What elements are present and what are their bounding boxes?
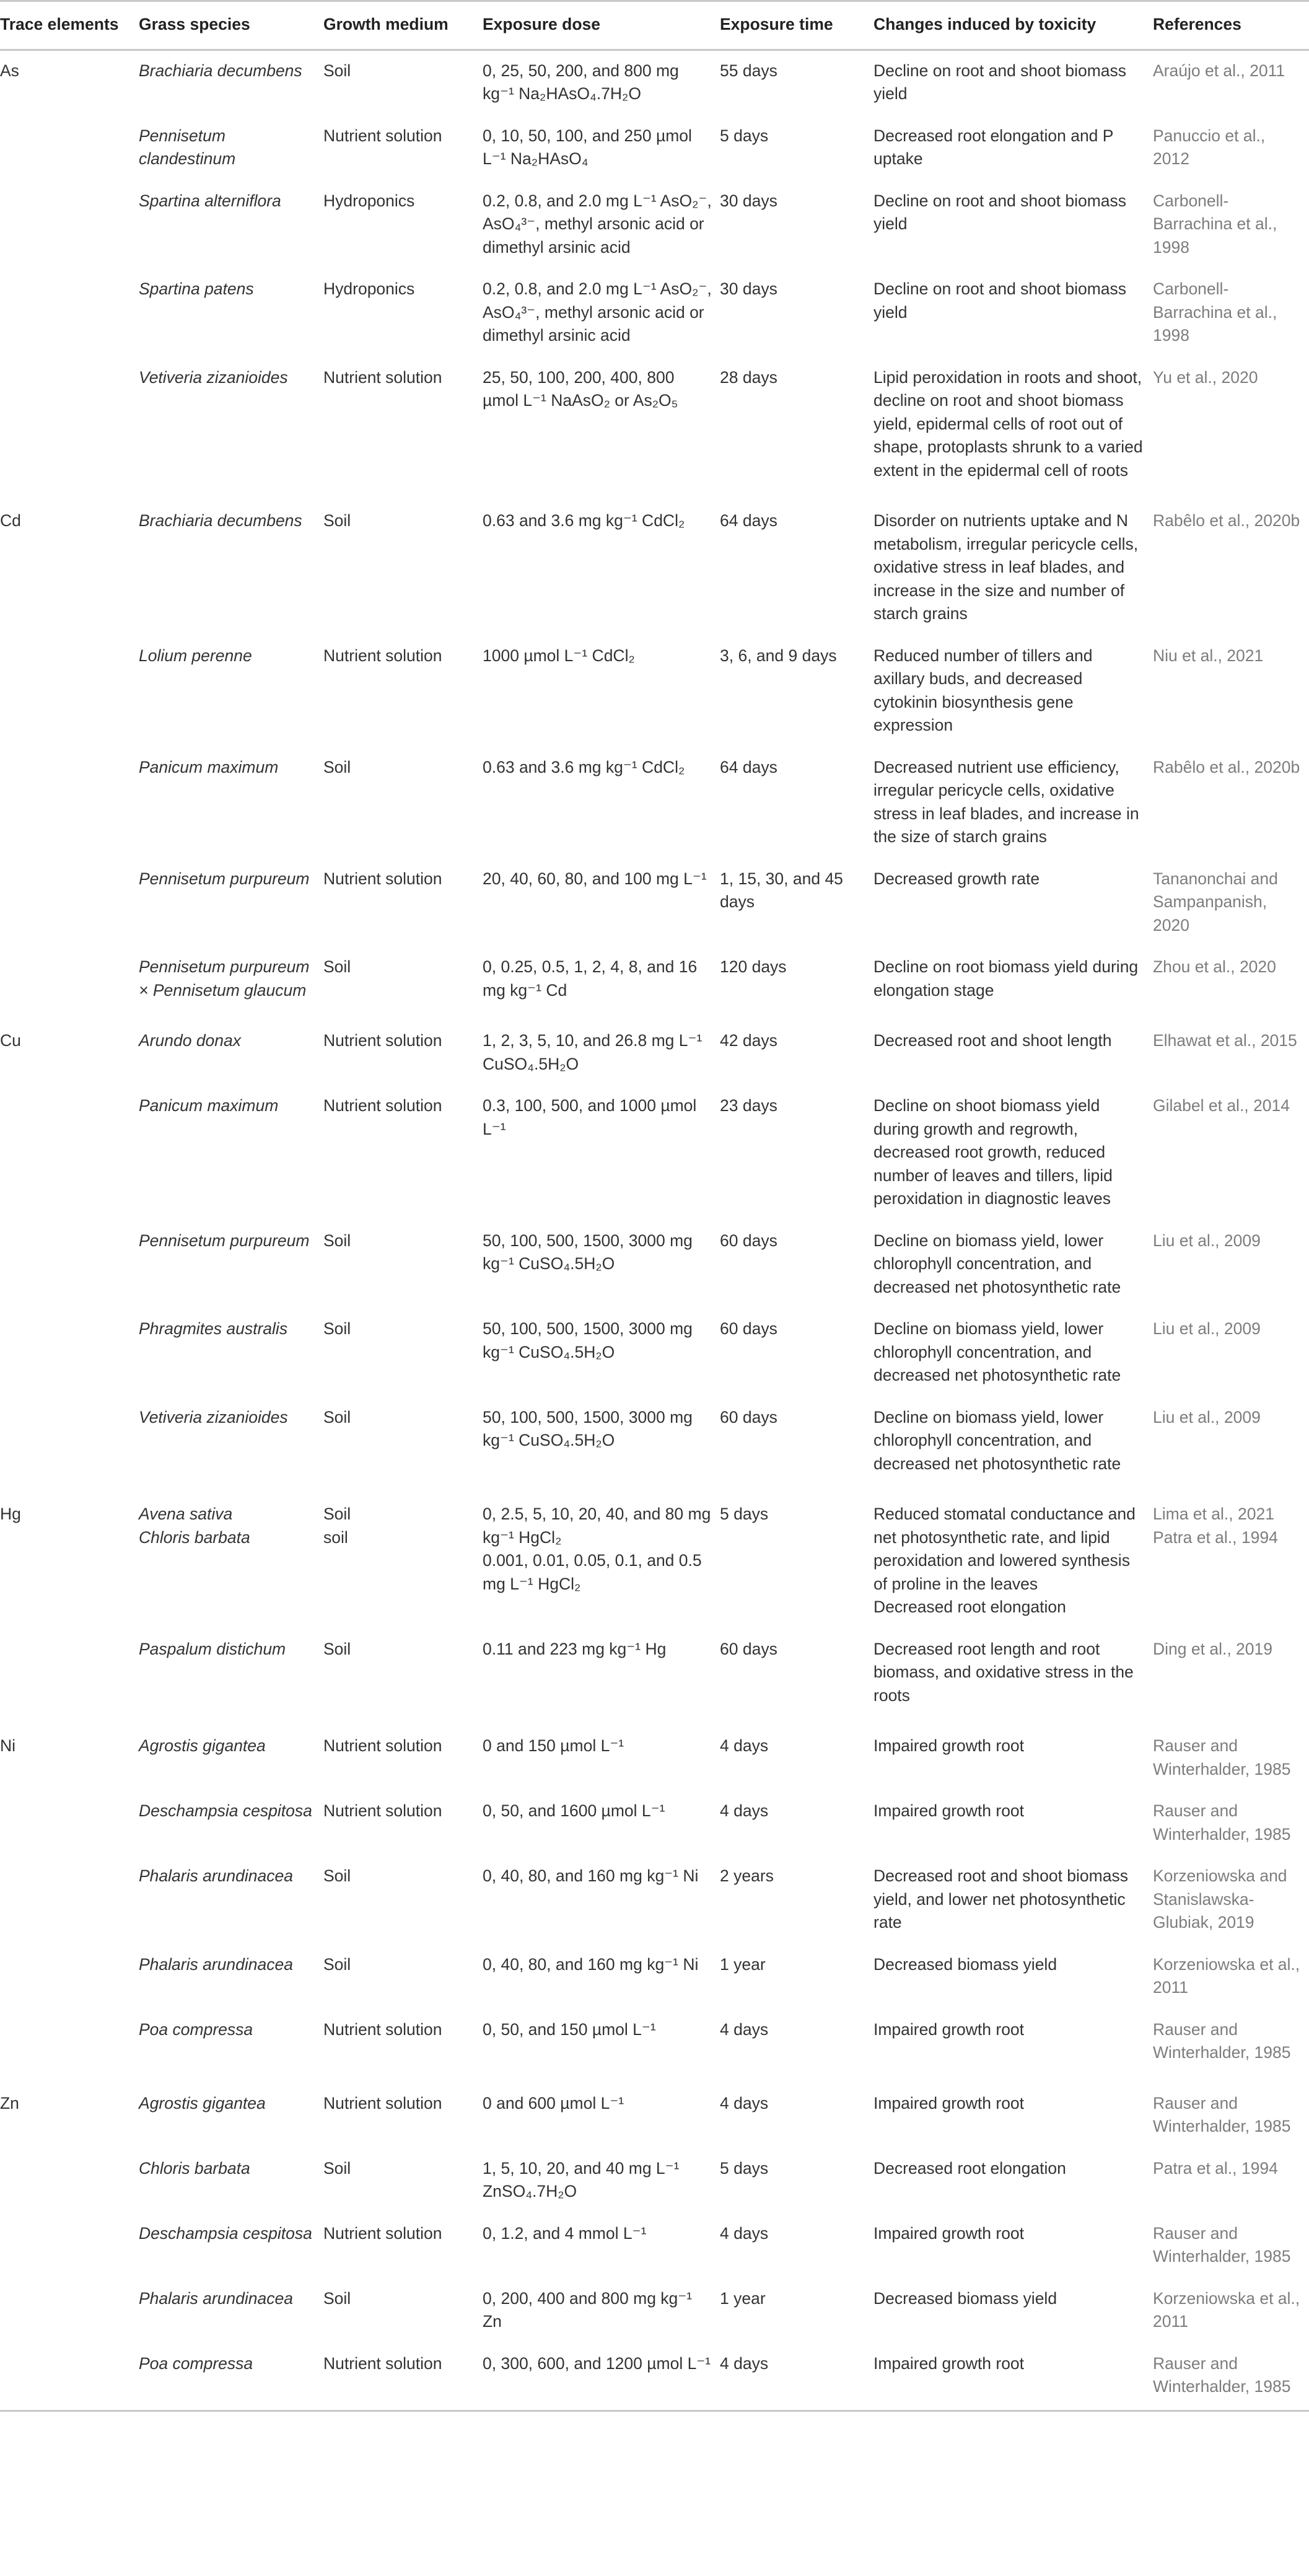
species-cell: Pennisetum purpureum	[139, 1231, 310, 1250]
header-grass-species: Grass species	[139, 1, 323, 50]
species-cell: Panicum maximum	[139, 757, 279, 776]
time-cell: 30 days	[720, 191, 777, 210]
dose-cell: 0.2, 0.8, and 2.0 mg L⁻¹ AsO₂⁻, AsO₄³⁻, methyl arsonic acid or dimethyl arsinic acid	[483, 191, 712, 257]
trace-element-cell	[0, 1229, 139, 1318]
medium-cell: Hydroponics	[323, 191, 415, 210]
medium-cell: Nutrient solution	[323, 1096, 442, 1115]
time-cell: 3, 6, and 9 days	[720, 646, 837, 665]
time-cell: 42 days	[720, 1031, 777, 1050]
reference-cell: Liu et al., 2009	[1153, 1319, 1261, 1338]
trace-element-cell	[0, 868, 139, 956]
trace-element-cell	[0, 2018, 139, 2083]
reference-cell: Zhou et al., 2020	[1153, 957, 1276, 976]
changes-cell: Impaired growth root	[873, 2093, 1025, 2112]
time-cell: 4 days	[720, 2020, 769, 2039]
dose-cell: 0 and 150 µmol L⁻¹	[483, 1736, 624, 1755]
reference-cell: Rabêlo et al., 2020b	[1153, 757, 1300, 776]
time-cell: 55 days	[720, 61, 777, 80]
trace-element-cell	[0, 956, 139, 1021]
medium-cell: Soil	[323, 61, 351, 80]
time-cell: 30 days	[720, 279, 777, 298]
medium-cell: Nutrient solution	[323, 2352, 483, 2411]
reference-cell: Rabêlo et al., 2020b	[1153, 511, 1300, 530]
time-cell: 64 days	[720, 757, 777, 776]
trace-element-cell	[0, 1865, 139, 1953]
dose-cell: 0.63 and 3.6 mg kg⁻¹ CdCl₂	[483, 757, 685, 776]
reference-cell: Elhawat et al., 2015	[1153, 1031, 1297, 1050]
cell-line: Chloris barbata	[139, 1528, 250, 1547]
header-exposure-time: Exposure time	[720, 1, 873, 50]
changes-cell: Decreased growth rate	[873, 869, 1040, 888]
cell-line: Soil	[323, 1505, 351, 1523]
reference-cell: Gilabel et al., 2014	[1153, 1096, 1290, 1115]
table-row	[0, 366, 1309, 501]
time-cell: 5 days	[720, 1505, 769, 1523]
changes-cell: Decreased nutrient use efficiency, irregular pericycle cells, oxidative stress in leaf blades, and increase in the size of starch grains	[873, 757, 1139, 846]
cell-line: 0, 2.5, 5, 10, 20, 40, and 80 mg kg⁻¹ HgCl₂	[483, 1505, 711, 1547]
reference-cell: Rauser and Winterhalder, 1985	[1153, 2020, 1291, 2062]
trace-element-cell	[0, 1953, 139, 2018]
species-cell: Paspalum distichum	[139, 1639, 286, 1658]
header-references: References	[1153, 1, 1309, 50]
trace-element-cell	[0, 2352, 139, 2411]
table-row	[0, 2018, 1309, 2083]
table-row	[0, 1494, 1309, 1638]
species-cell: Deschampsia cespitosa	[139, 1801, 312, 1820]
medium-cell: Nutrient solution	[323, 869, 442, 888]
trace-element-cell: Zn	[0, 2093, 19, 2112]
medium-cell: Soil	[323, 1866, 351, 1885]
time-cell: 4 days	[720, 2093, 769, 2112]
table-row	[0, 1865, 1309, 1953]
trace-element-cell	[0, 2287, 139, 2352]
medium-cell: Nutrient solution	[323, 1031, 442, 1050]
trace-element-cell	[0, 125, 139, 190]
trace-element-cell	[0, 756, 139, 868]
changes-cell: Decreased root and shoot biomass yield, and lower net photosynthetic rate	[873, 1866, 1128, 1932]
cell-line: 0.001, 0.01, 0.05, 0.1, and 0.5 mg L⁻¹ HgCl₂	[483, 1551, 702, 1593]
medium-cell: Nutrient solution	[323, 1736, 442, 1755]
dose-cell: 1000 µmol L⁻¹ CdCl₂	[483, 646, 635, 665]
trace-element-cell	[0, 1406, 139, 1495]
table-row	[0, 1638, 1309, 1726]
medium-cell	[323, 1494, 483, 1638]
trace-element-cell: Cd	[0, 511, 21, 530]
changes-cell: Impaired growth root	[873, 2020, 1025, 2039]
species-cell: Lolium perenne	[139, 646, 252, 665]
dose-cell: 0.11 and 223 mg kg⁻¹ Hg	[483, 1639, 667, 1658]
trace-element-cell	[0, 1800, 139, 1865]
changes-cell: Decreased root and shoot length	[873, 1031, 1112, 1050]
table-row	[0, 2352, 1309, 2411]
dose-cell: 0, 300, 600, and 1200 µmol L⁻¹	[483, 2352, 720, 2411]
changes-cell	[873, 1494, 1153, 1638]
dose-cell: 20, 40, 60, 80, and 100 mg L⁻¹	[483, 869, 707, 888]
species-cell: Phalaris arundinacea	[139, 1954, 293, 1974]
species-cell: Spartina patens	[139, 279, 254, 298]
table-row	[0, 2222, 1309, 2287]
medium-cell: Nutrient solution	[323, 646, 442, 665]
reference-cell: Carbonell-Barrachina et al., 1998	[1153, 191, 1277, 257]
table-row	[0, 190, 1309, 278]
species-cell: Spartina alterniflora	[139, 191, 281, 210]
dose-cell: 1, 2, 3, 5, 10, and 26.8 mg L⁻¹ CuSO₄.5H₂O	[483, 1031, 703, 1073]
species-cell: Vetiveria zizanioides	[139, 1407, 288, 1426]
cell-line: Lima et al., 2021	[1153, 1505, 1274, 1523]
cell-line: Avena sativa	[139, 1505, 233, 1523]
changes-cell: Decreased root elongation and P uptake	[873, 126, 1113, 168]
medium-cell: Soil	[323, 511, 351, 530]
reference-cell: Korzeniowska et al., 2011	[1153, 1954, 1300, 1997]
time-cell: 4 days	[720, 1736, 769, 1755]
changes-cell: Decline on root and shoot biomass yield	[873, 279, 1127, 322]
dose-cell: 0.2, 0.8, and 2.0 mg L⁻¹ AsO₂⁻, AsO₄³⁻, methyl arsonic acid or dimethyl arsinic acid	[483, 279, 712, 345]
table-row	[0, 868, 1309, 956]
reference-cell: Liu et al., 2009	[1153, 1231, 1261, 1250]
medium-cell: Soil	[323, 2288, 351, 2308]
medium-cell: Nutrient solution	[323, 126, 442, 145]
cell-line: Patra et al., 1994	[1153, 1528, 1278, 1547]
changes-cell: Impaired growth root	[873, 2223, 1025, 2243]
medium-cell: Nutrient solution	[323, 2020, 442, 2039]
table-row	[0, 644, 1309, 756]
time-cell: 2 years	[720, 1866, 774, 1885]
species-cell: Pennisetum clandestinum	[139, 126, 236, 168]
reference-cell: Rauser and Winterhalder, 1985	[1153, 2352, 1309, 2411]
medium-cell: Nutrient solution	[323, 2223, 442, 2243]
trace-element-cell: Ni	[0, 1736, 16, 1755]
trace-element-cell	[0, 1317, 139, 1406]
table-row	[0, 2157, 1309, 2222]
medium-cell: Soil	[323, 1639, 351, 1658]
time-cell: 28 days	[720, 367, 777, 387]
time-cell: 23 days	[720, 1096, 777, 1115]
dose-cell: 0, 50, and 1600 µmol L⁻¹	[483, 1801, 665, 1820]
dose-cell: 0, 50, and 150 µmol L⁻¹	[483, 2020, 656, 2039]
trace-element-cell: Cu	[0, 1031, 21, 1050]
changes-cell: Decline on root biomass yield during elongation stage	[873, 957, 1139, 1000]
changes-cell: Decline on biomass yield, lower chlorophyll concentration, and decreased net photosynthetic rate	[873, 1319, 1121, 1384]
reference-cell: Patra et al., 1994	[1153, 2158, 1278, 2178]
species-cell: Pennisetum purpureum	[139, 869, 310, 888]
table-row	[0, 1406, 1309, 1495]
dose-cell: 0, 40, 80, and 160 mg kg⁻¹ Ni	[483, 1866, 699, 1885]
trace-element-cell	[0, 1638, 139, 1726]
changes-cell: Impaired growth root	[873, 1736, 1025, 1755]
reference-cell: Liu et al., 2009	[1153, 1407, 1261, 1426]
reference-cell: Korzeniowska and Stanislawska-Glubiak, 2019	[1153, 1866, 1287, 1932]
species-cell: Phalaris arundinacea	[139, 1866, 293, 1885]
medium-cell: Soil	[323, 1231, 351, 1250]
time-cell: 64 days	[720, 511, 777, 530]
changes-cell: Decreased biomass yield	[873, 2288, 1057, 2308]
dose-cell: 25, 50, 100, 200, 400, 800 µmol L⁻¹ NaAsO₂ or As₂O₅	[483, 367, 678, 410]
time-cell: 1 year	[720, 2288, 766, 2308]
dose-cell	[483, 1494, 720, 1638]
table-row	[0, 278, 1309, 366]
time-cell: 60 days	[720, 1319, 777, 1338]
changes-cell: Decline on biomass yield, lower chlorophyll concentration, and decreased net photosynthetic rate	[873, 1231, 1121, 1296]
reference-cell: Rauser and Winterhalder, 1985	[1153, 2223, 1291, 2266]
medium-cell: Soil	[323, 957, 351, 976]
reference-cell: Rauser and Winterhalder, 1985	[1153, 2093, 1291, 2135]
changes-cell: Decline on shoot biomass yield during growth and regrowth, decreased root growth, reduced number of leaves and tillers, lipid peroxidation in diagnostic leaves	[873, 1096, 1113, 1208]
time-cell: 4 days	[720, 2223, 769, 2243]
dose-cell: 0, 0.25, 0.5, 1, 2, 4, 8, and 16 mg kg⁻¹ Cd	[483, 957, 698, 1000]
dose-cell: 0.3, 100, 500, and 1000 µmol L⁻¹	[483, 1096, 697, 1138]
trace-element-cell	[0, 1094, 139, 1229]
species-cell: Phalaris arundinacea	[139, 2288, 293, 2308]
species-cell: Deschampsia cespitosa	[139, 2223, 312, 2243]
time-cell: 60 days	[720, 1639, 777, 1658]
dose-cell: 1, 5, 10, 20, and 40 mg L⁻¹ ZnSO₄.7H₂O	[483, 2158, 680, 2200]
table-row	[0, 956, 1309, 1021]
time-cell: 4 days	[720, 1801, 769, 1820]
medium-cell: Soil	[323, 757, 351, 776]
table-row	[0, 1953, 1309, 2018]
changes-cell: Reduced number of tillers and axillary buds, and decreased cytokinin biosynthesis gene expression	[873, 646, 1093, 734]
header-changes: Changes induced by toxicity	[873, 1, 1153, 50]
trace-element-cell: Hg	[0, 1505, 21, 1523]
table-row	[0, 1317, 1309, 1406]
reference-cell: Tananonchai and Sampanpanish, 2020	[1153, 869, 1278, 934]
changes-cell: Decline on biomass yield, lower chlorophyll concentration, and decreased net photosynthetic rate	[873, 1407, 1121, 1473]
time-cell: 1 year	[720, 1954, 766, 1974]
dose-cell: 0, 10, 50, 100, and 250 µmol L⁻¹ Na₂HAsO₄	[483, 126, 692, 168]
table-row	[0, 1021, 1309, 1094]
species-cell: Poa compressa	[139, 2020, 253, 2039]
changes-cell: Decreased root elongation	[873, 2158, 1066, 2178]
changes-cell: Decreased root length and root biomass, and oxidative stress in the roots	[873, 1639, 1134, 1705]
header-trace-elements: Trace elements	[0, 1, 139, 50]
medium-cell: Hydroponics	[323, 279, 415, 298]
dose-cell: 0, 200, 400 and 800 mg kg⁻¹ Zn	[483, 2288, 693, 2331]
changes-cell: Decreased biomass yield	[873, 1954, 1057, 1974]
species-cell: Chloris barbata	[139, 2158, 250, 2178]
time-cell: 60 days	[720, 1407, 777, 1426]
time-cell: 4 days	[720, 2352, 873, 2411]
reference-cell: Ding et al., 2019	[1153, 1639, 1272, 1658]
time-cell: 5 days	[720, 126, 769, 145]
species-cell: Panicum maximum	[139, 1096, 279, 1115]
reference-cell: Panuccio et al., 2012	[1153, 126, 1266, 168]
cell-line: soil	[323, 1528, 348, 1547]
trace-element-cell: As	[0, 61, 19, 80]
reference-cell: Rauser and Winterhalder, 1985	[1153, 1801, 1291, 1844]
cell-line: Decreased root elongation	[873, 1598, 1066, 1616]
time-cell: 1, 15, 30, and 45 days	[720, 869, 843, 911]
changes-cell: Impaired growth root	[873, 2352, 1153, 2411]
table-row	[0, 1229, 1309, 1318]
time-cell: 5 days	[720, 2158, 769, 2178]
dose-cell: 50, 100, 500, 1500, 3000 mg kg⁻¹ CuSO₄.5H₂O	[483, 1319, 693, 1361]
medium-cell: Nutrient solution	[323, 1801, 442, 1820]
species-cell: Arundo donax	[139, 1031, 242, 1050]
reference-cell: Korzeniowska et al., 2011	[1153, 2288, 1300, 2331]
table-row	[0, 1094, 1309, 1229]
changes-cell: Decline on root and shoot biomass yield	[873, 61, 1127, 103]
header-exposure-dose: Exposure dose	[483, 1, 720, 50]
changes-cell: Lipid peroxidation in roots and shoot, decline on root and shoot biomass yield, epidermal cells of root out of shape, protoplasts shrunk to a varied extent in the epidermal cell of roots	[873, 367, 1143, 480]
species-cell	[139, 1494, 323, 1638]
medium-cell: Soil	[323, 1319, 351, 1338]
header-growth-medium: Growth medium	[323, 1, 483, 50]
trace-element-cell	[0, 2157, 139, 2222]
table-row	[0, 50, 1309, 125]
table-row	[0, 756, 1309, 868]
medium-cell: Soil	[323, 2158, 351, 2178]
reference-cell: Carbonell-Barrachina et al., 1998	[1153, 279, 1277, 345]
changes-cell: Impaired growth root	[873, 1801, 1025, 1820]
species-cell: Phragmites australis	[139, 1319, 288, 1338]
dose-cell: 50, 100, 500, 1500, 3000 mg kg⁻¹ CuSO₄.5H₂O	[483, 1231, 693, 1273]
changes-cell: Decline on root and shoot biomass yield	[873, 191, 1127, 233]
dose-cell: 0.63 and 3.6 mg kg⁻¹ CdCl₂	[483, 511, 685, 530]
table-row	[0, 125, 1309, 190]
table-body	[0, 50, 1309, 2411]
time-cell: 120 days	[720, 957, 787, 976]
dose-cell: 0, 40, 80, and 160 mg kg⁻¹ Ni	[483, 1954, 699, 1974]
species-cell: Pennisetum purpureum × Pennisetum glaucum	[139, 957, 310, 1000]
cell-line: Reduced stomatal conductance and net photosynthetic rate, and lipid peroxidation and lowered synthesis of proline in the leaves	[873, 1505, 1136, 1593]
species-cell: Agrostis gigantea	[139, 2093, 266, 2112]
reference-cell: Yu et al., 2020	[1153, 367, 1258, 387]
dose-cell: 0, 1.2, and 4 mmol L⁻¹	[483, 2223, 647, 2243]
trace-element-cell	[0, 366, 139, 501]
species-cell: Vetiveria zizanioides	[139, 367, 288, 387]
reference-cell: Niu et al., 2021	[1153, 646, 1264, 665]
species-cell: Brachiaria decumbens	[139, 61, 302, 80]
table-header-row	[0, 1, 1309, 50]
table-row	[0, 1726, 1309, 1800]
table-row	[0, 501, 1309, 644]
species-cell: Agrostis gigantea	[139, 1736, 266, 1755]
changes-cell: Disorder on nutrients uptake and N metabolism, irregular pericycle cells, oxidative stress in leaf blades, and increase in the size and number of starch grains	[873, 511, 1139, 623]
table-row	[0, 2287, 1309, 2352]
dose-cell: 50, 100, 500, 1500, 3000 mg kg⁻¹ CuSO₄.5H₂O	[483, 1407, 693, 1449]
trace-element-cell	[0, 278, 139, 366]
reference-cell	[1153, 1494, 1309, 1638]
species-cell: Poa compressa	[139, 2352, 323, 2411]
table-row	[0, 1800, 1309, 1865]
trace-element-cell	[0, 190, 139, 278]
medium-cell: Nutrient solution	[323, 367, 442, 387]
medium-cell: Nutrient solution	[323, 2093, 442, 2112]
reference-cell: Rauser and Winterhalder, 1985	[1153, 1736, 1291, 1778]
time-cell: 60 days	[720, 1231, 777, 1250]
reference-cell: Araújo et al., 2011	[1153, 61, 1285, 80]
trace-element-cell	[0, 644, 139, 756]
trace-element-cell	[0, 2222, 139, 2287]
table-row	[0, 2083, 1309, 2157]
species-cell: Brachiaria decumbens	[139, 511, 302, 530]
medium-cell: Soil	[323, 1407, 351, 1426]
dose-cell: 0, 25, 50, 200, and 800 mg kg⁻¹ Na₂HAsO₄.7H₂O	[483, 61, 679, 103]
dose-cell: 0 and 600 µmol L⁻¹	[483, 2093, 624, 2112]
medium-cell: Soil	[323, 1954, 351, 1974]
